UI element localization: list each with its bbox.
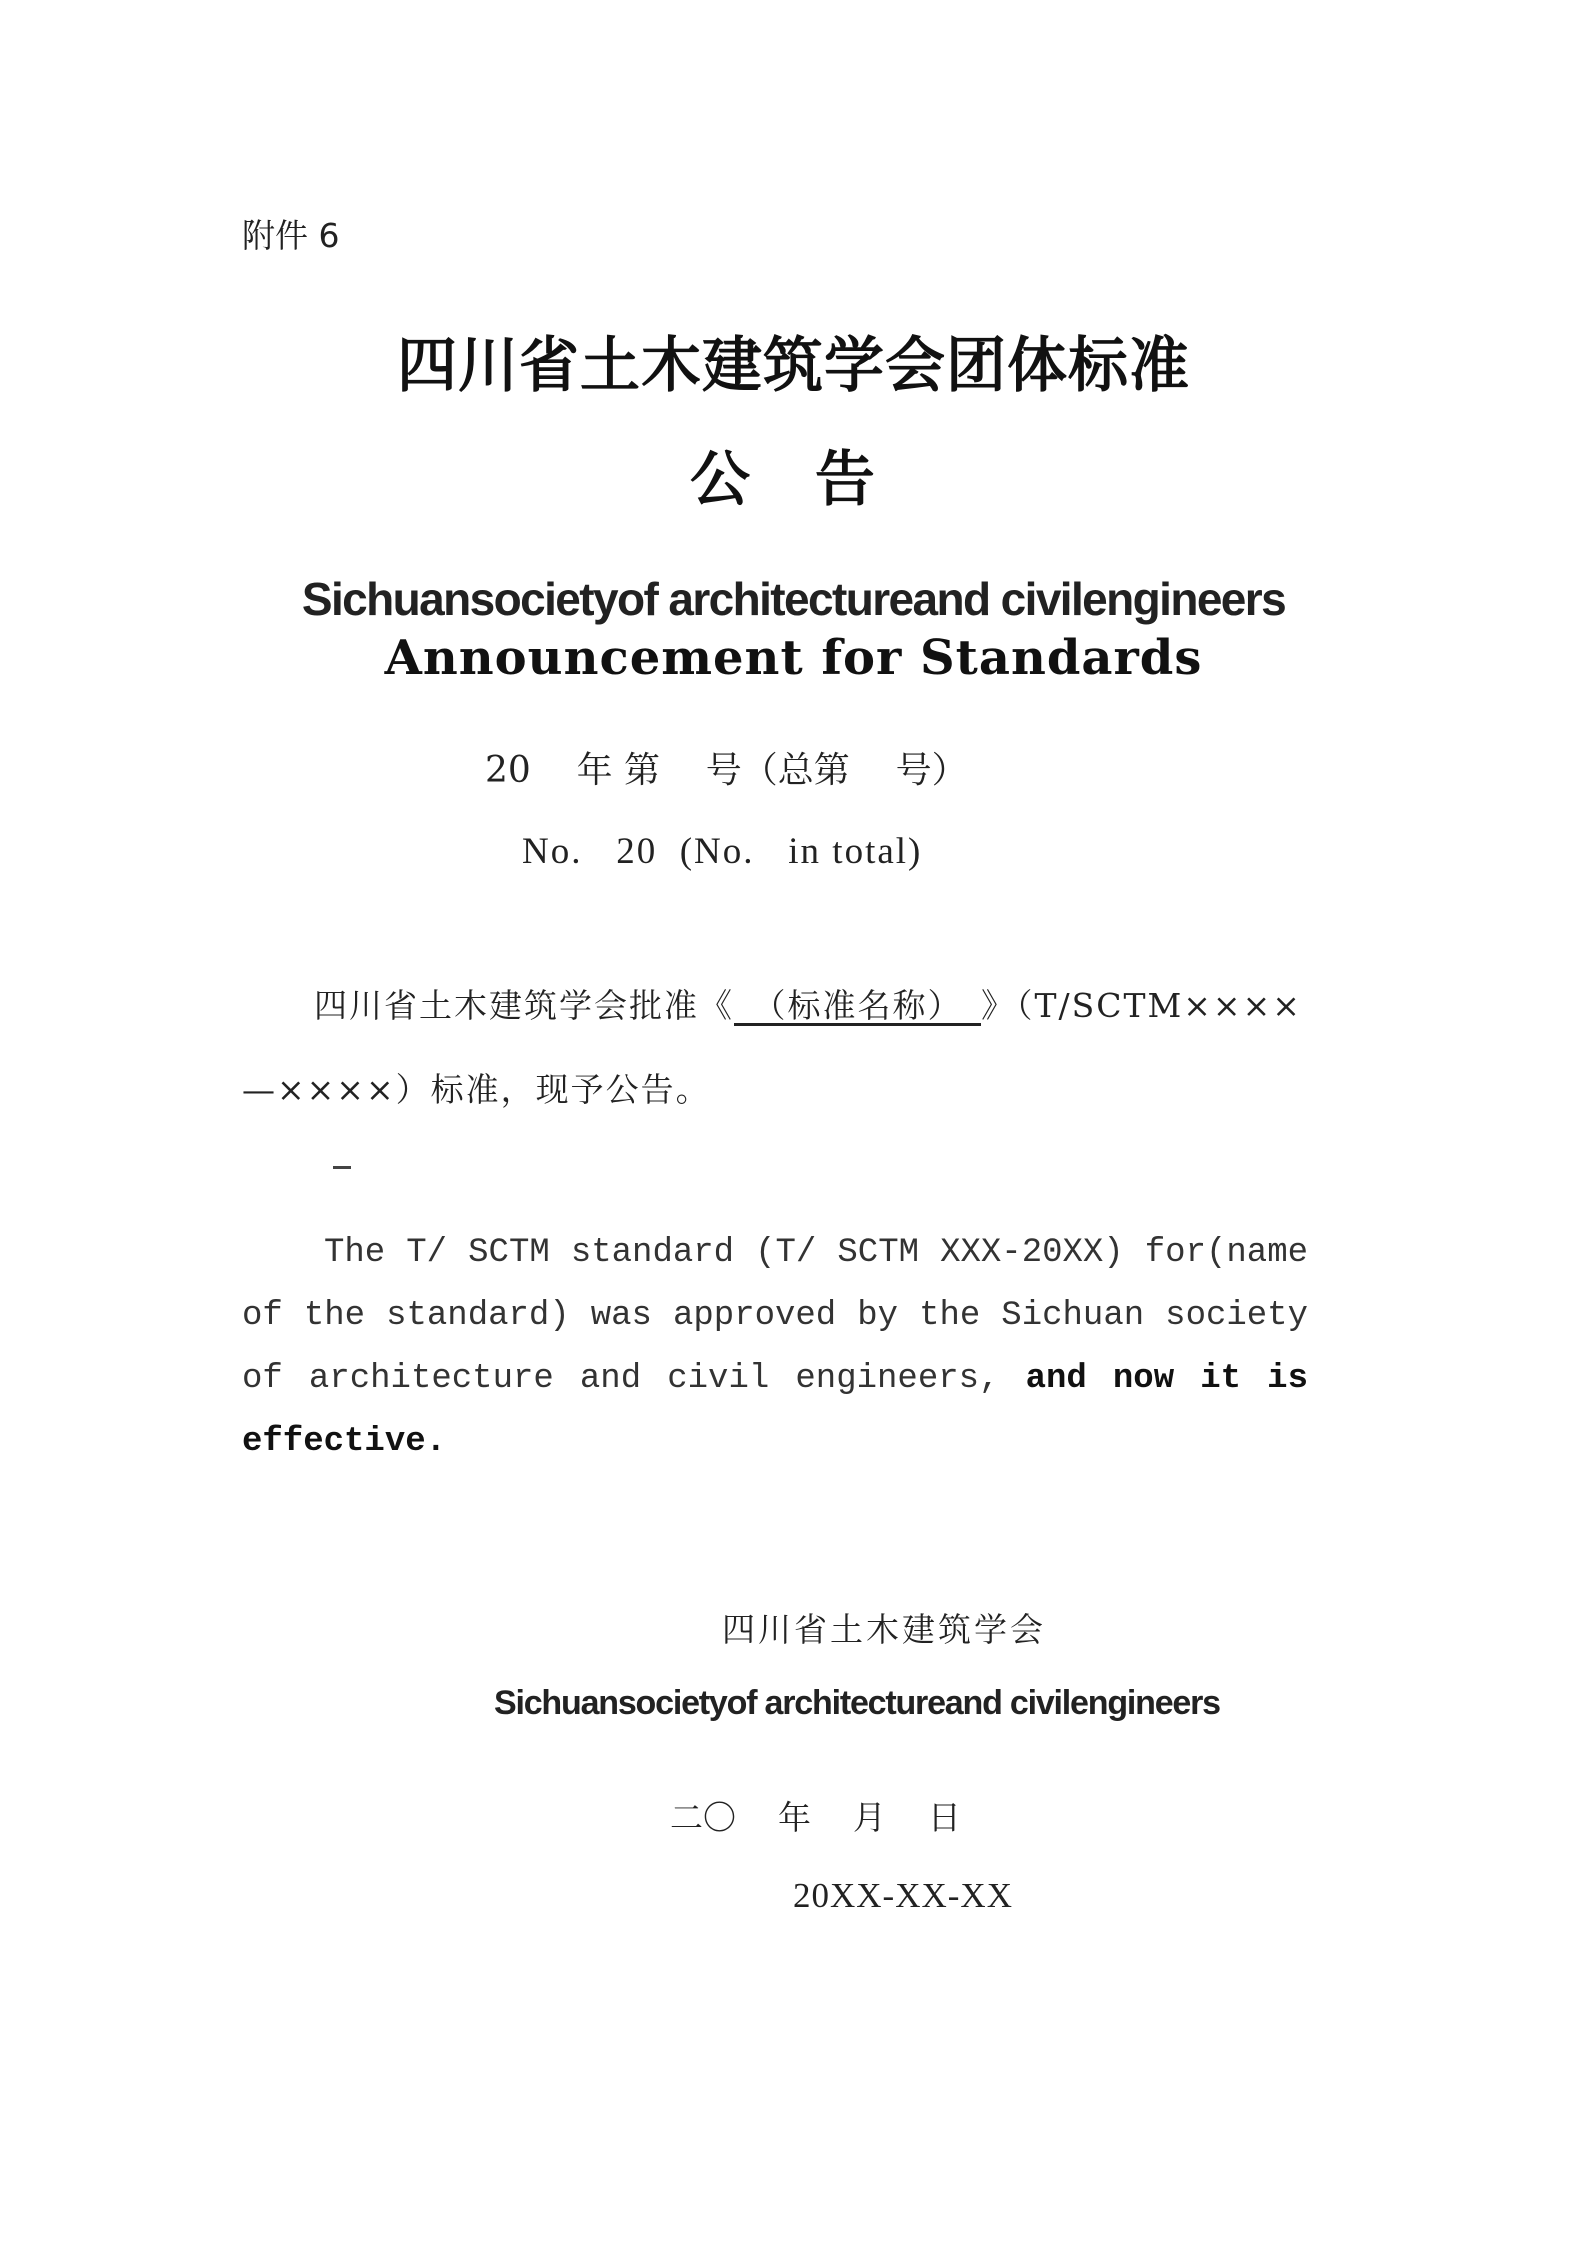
- society-name-en: Sichuansocietyof architectureand civilengineers: [301, 573, 1286, 625]
- signature-cn: 四川省土木建筑学会: [722, 1610, 1046, 1649]
- body-cn-prefix: 四川省土木建筑学会批准《: [314, 986, 734, 1025]
- body-cn-suffix: 》（T/SCTM××××: [981, 986, 1302, 1025]
- announcement-number-cn: 20 年 第 号（总第 号）: [485, 750, 968, 791]
- body-cn-line-1: [314, 980, 1302, 1027]
- signature-en: Sichuansocietyof architectureand civilengineers: [494, 1684, 1220, 1722]
- body-cn-line-2: —××××）标准，现予公告。: [242, 1070, 711, 1109]
- body-en-bold: and now it is effective.: [242, 1360, 1308, 1461]
- attachment-label: 附件 6: [242, 216, 340, 255]
- stray-dash-mark: [333, 1166, 351, 1169]
- document-title-cn: 四川省土木建筑学会团体标准: [397, 331, 1190, 401]
- standard-name-placeholder: （标准名称）: [734, 986, 981, 1025]
- announcement-title-en: Announcement for Standards: [384, 630, 1203, 686]
- announcement-number-en: No. 20 (No. in total): [522, 831, 923, 872]
- document-subtitle-cn: 公 告: [690, 445, 897, 515]
- date-cn: 二〇 年 月 日: [670, 1798, 961, 1837]
- body-en-regular: The T/ SCTM standard (T/ SCTM XXX-20XX) for(name of the standard) was approved by the Sichuan society of architecture and civil engineers,: [242, 1234, 1308, 1398]
- body-en-paragraph: [242, 1222, 1308, 1474]
- date-en: 20XX-XX-XX: [793, 1876, 1013, 1915]
